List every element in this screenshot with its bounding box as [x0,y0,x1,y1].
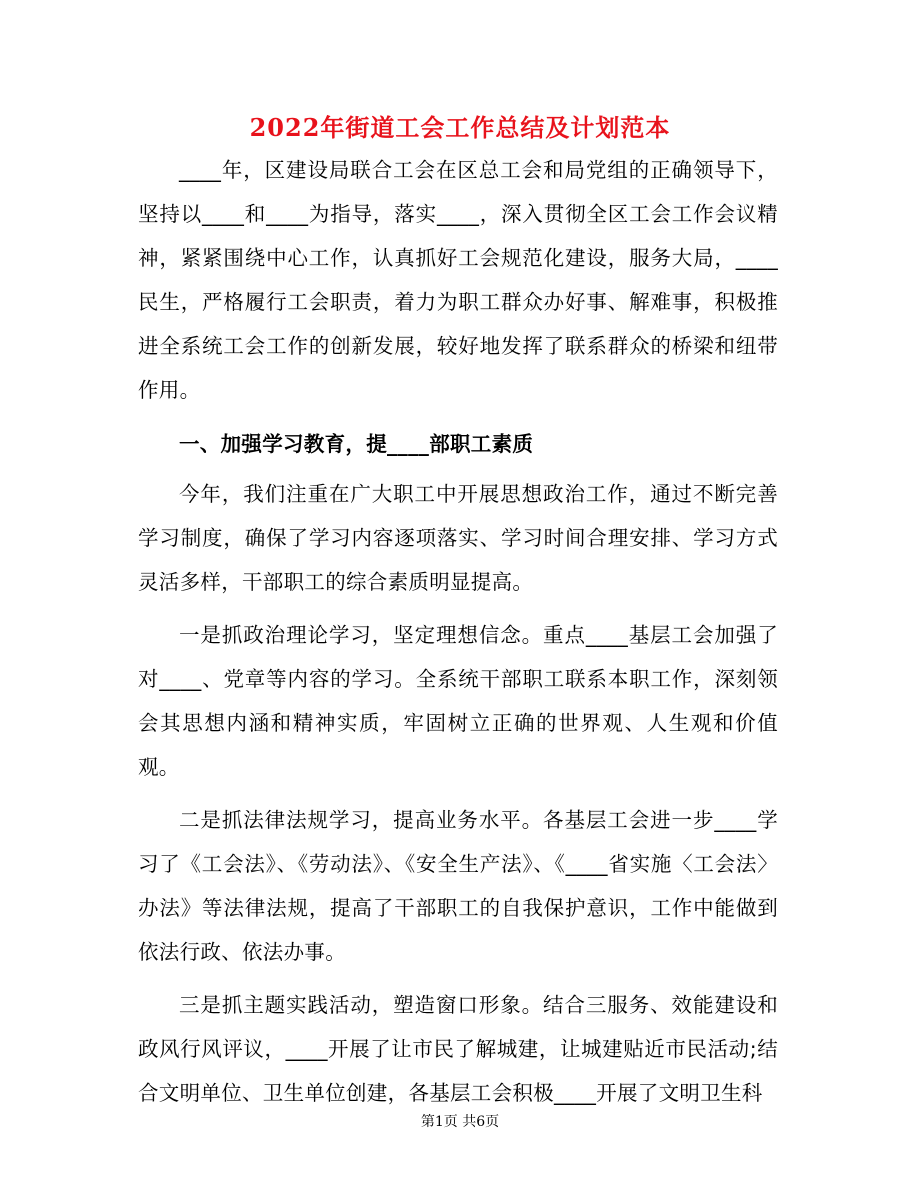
section-heading: 一、加强学习教育，提____部职工素质 [179,432,534,456]
study-paragraph: 今年，我们注重在广大职工中开展思想政治工作，通过不断完善学习制度，确保了学习内容逐项落实、学习时间合理安排、学习方式灵活多样，干部职工的综合素质明显提高。 [138,482,778,594]
law-paragraph: 二是抓法律法规学习，提高业务水平。各基层工会进一步____学习了《工会法》、《劳动法》、《安全生产法》、《____省实施〈工会法〉办法》等法律法规，提高了干部职工的自我保护意识，工作中能做到依法行政、依法办事。 [138,808,778,964]
politics-paragraph: 一是抓政治理论学习，坚定理想信念。重点____基层工会加强了对____、党章等内容的学习。全系统干部职工联系本职工作，深刻领会其思想内涵和精神实质，牢固树立正确的世界观、人生观和价值观。 [138,623,778,779]
document-body [138,148,778,1115]
practice-paragraph: 三是抓主题实践活动，塑造窗口形象。结合三服务、效能建设和政风行风评议，____开展了让市民了解城建，让城建贴近市民活动;结合文明单位、卫生单位创建，各基层工会积极____开展了文明卫生科 [138,993,778,1105]
document-title: 2022年街道工会工作总结及计划范本 [249,113,671,142]
intro-paragraph: ____年，区建设局联合工会在区总工会和局党组的正确领导下，坚持以____和____为指导，落实____，深入贯彻全区工会工作会议精神，紧紧围绕中心工作，认真抓好工会规范化建设，服务大局，____民生，严格履行工会职责，着力为职工群众办好事、解难事，积极推进全系统工会工作的创新发展，较好地发挥了联系群众的桥梁和纽带作用。 [138,158,778,402]
page-number: 第1页 共6页 [420,1114,500,1130]
